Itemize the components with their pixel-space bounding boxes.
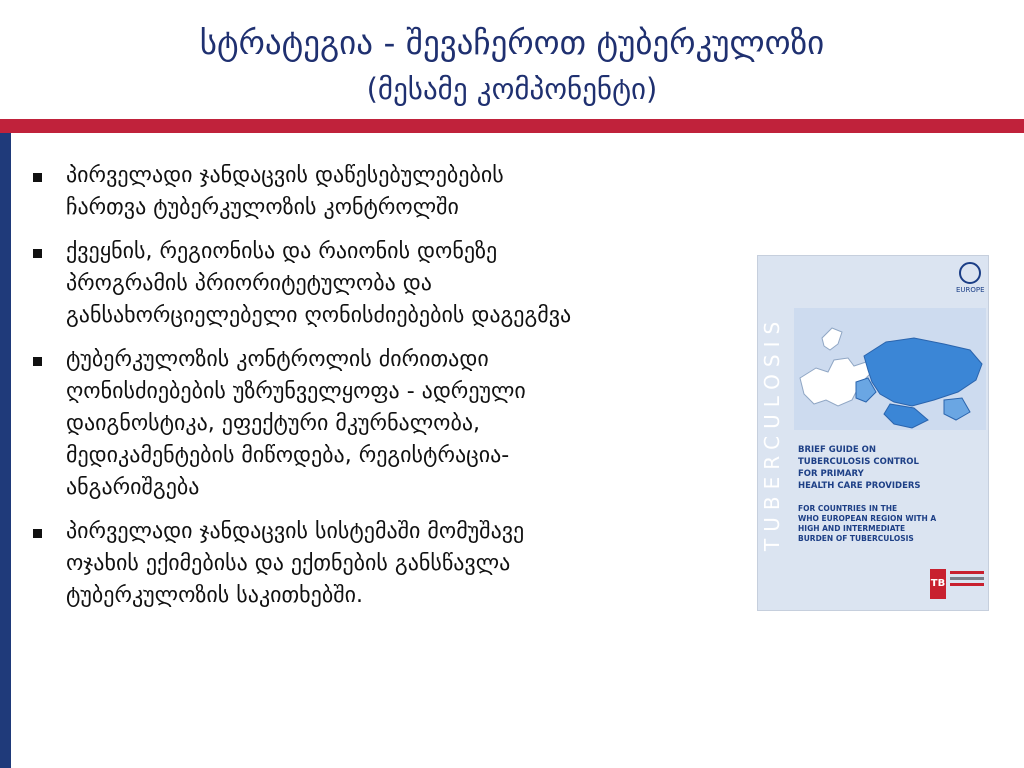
square-bullet-icon (33, 173, 42, 182)
square-bullet-icon (33, 529, 42, 538)
tb-logo-lines (950, 571, 984, 589)
who-logo (956, 262, 984, 302)
slide-title (0, 18, 1024, 110)
bullet-text: პირველადი ჯანდაცვის დაწესებულებების ჩართვა ტუბერკულოზის კონტროლში (66, 163, 504, 220)
cover-spine-text: TUBERCULOSIS (760, 314, 784, 552)
bullet-item-3 (30, 344, 760, 504)
bullet-text: პირველადი ჯანდაცვის სისტემაში მომუშავე ოჯახის ექიმებისა და ექთნების განსწავლა ტუბერკულოზის საკითხებში. (66, 519, 525, 608)
cover-title: BRIEF GUIDE ON TUBERCULOSIS CONTROL FOR PRIMARY HEALTH CARE PROVIDERS (798, 445, 921, 491)
bullet-item-4 (30, 516, 760, 612)
tb-logo (930, 569, 984, 599)
tb-mark-icon: TB (930, 569, 946, 599)
slide-title-main: სტრატეგია - შევაჩეროთ ტუბერკულოზი (199, 23, 825, 62)
book-cover-image (757, 255, 989, 611)
title-accent-bar (0, 119, 1024, 133)
left-border-rule (0, 133, 11, 768)
cover-subtitle: FOR COUNTRIES IN THE WHO EUROPEAN REGION WITH A HIGH AND INTERMEDIATE BURDEN OF TUBERCULOSIS (798, 504, 937, 543)
square-bullet-icon (33, 357, 42, 366)
slide-title-subtitle: (მესამე კომპონენტი) (366, 72, 658, 106)
europe-map-icon (794, 308, 986, 430)
bullet-text: ქვეყნის, რეგიონისა და რაიონის დონეზე პროგრამის პრიორიტეტულობა და განსახორციელებელი ღონისძიებების დაგეგმვა (66, 239, 572, 328)
bullet-list (30, 160, 760, 624)
square-bullet-icon (33, 249, 42, 258)
who-emblem-icon (959, 262, 981, 284)
bullet-item-1 (30, 160, 760, 224)
bullet-text: ტუბერკულოზის კონტროლის ძირითადი ღონისძიებების უზრუნველყოფა - ადრეული დაიგნოსტიკა, ეფექტური მკურნალობა, მედიკამენტების მიწოდება, რეგისტრაცია- ანგარიშგება (66, 347, 526, 500)
bullet-item-2 (30, 236, 760, 332)
who-europe-label: EUROPE (956, 286, 985, 294)
